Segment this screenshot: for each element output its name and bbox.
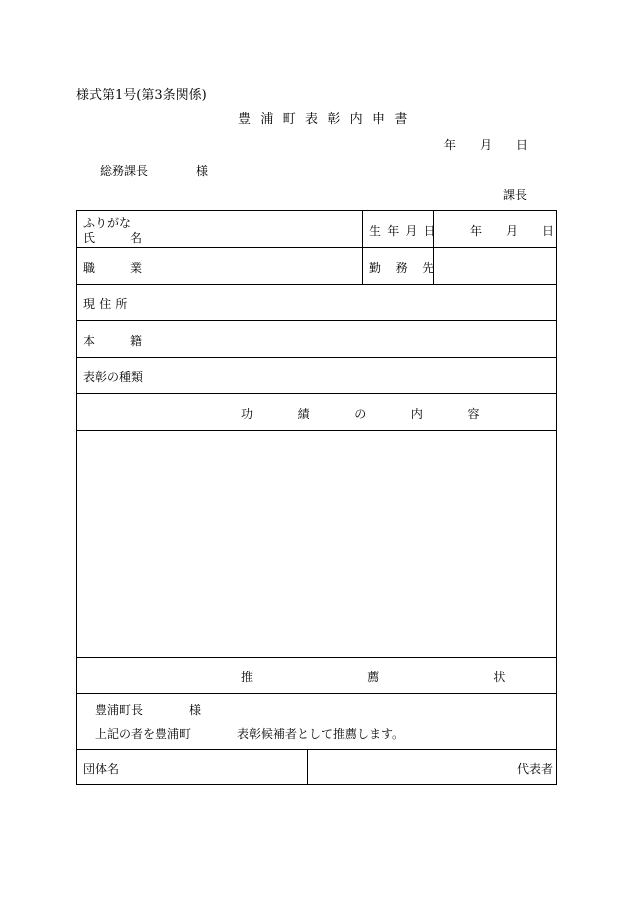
birth-month-unit: 月	[506, 224, 519, 238]
application-form-table	[76, 210, 561, 785]
name-label: 氏 名	[83, 231, 158, 245]
organization-label: 団体名	[83, 762, 120, 776]
row-divider	[77, 657, 556, 658]
column-divider	[362, 211, 363, 284]
award-type-label: 表彰の種類	[83, 370, 144, 384]
form-number: 様式第1号(第3条関係)	[76, 88, 207, 103]
furigana-label: ふりがな	[83, 216, 132, 230]
row-divider	[77, 284, 556, 285]
addressee-honorific: 様	[196, 164, 209, 178]
birth-day-unit: 日	[542, 224, 555, 238]
workplace-label: 勤 務 先	[369, 261, 440, 275]
recommendation-addressee-name: 豊浦町長	[95, 703, 144, 717]
row-divider	[77, 693, 556, 694]
date-year: 年	[444, 138, 457, 152]
recommendation-text-part2: 表彰候補者として推薦します。	[237, 727, 405, 741]
row-divider	[77, 320, 556, 321]
document-title: 豊 浦 町 表 彰 内 申 書	[238, 112, 410, 127]
domicile-label: 本 籍	[83, 334, 158, 348]
row-divider	[77, 749, 556, 750]
birthdate-label: 生 年 月 日	[369, 224, 437, 238]
column-divider	[307, 749, 308, 785]
addressee-name: 総務課長	[100, 164, 149, 178]
achievements-heading: 功 績 の 内 容	[241, 407, 500, 421]
sender-title: 課長	[503, 188, 528, 202]
row-divider	[77, 357, 556, 358]
date-month: 月	[480, 138, 493, 152]
address-label: 現住所	[83, 297, 132, 311]
representative-label: 代表者	[517, 762, 554, 776]
date-day: 日	[516, 138, 529, 152]
row-divider	[77, 393, 556, 394]
birth-year-unit: 年	[470, 224, 483, 238]
achievements-area	[77, 431, 556, 656]
row-divider	[77, 247, 556, 248]
recommendation-text-part1: 上記の者を豊浦町	[95, 727, 192, 741]
occupation-label: 職 業	[83, 261, 158, 275]
recommendation-addressee-honorific: 様	[189, 703, 202, 717]
recommendation-heading: 推 薦 状	[241, 670, 561, 684]
